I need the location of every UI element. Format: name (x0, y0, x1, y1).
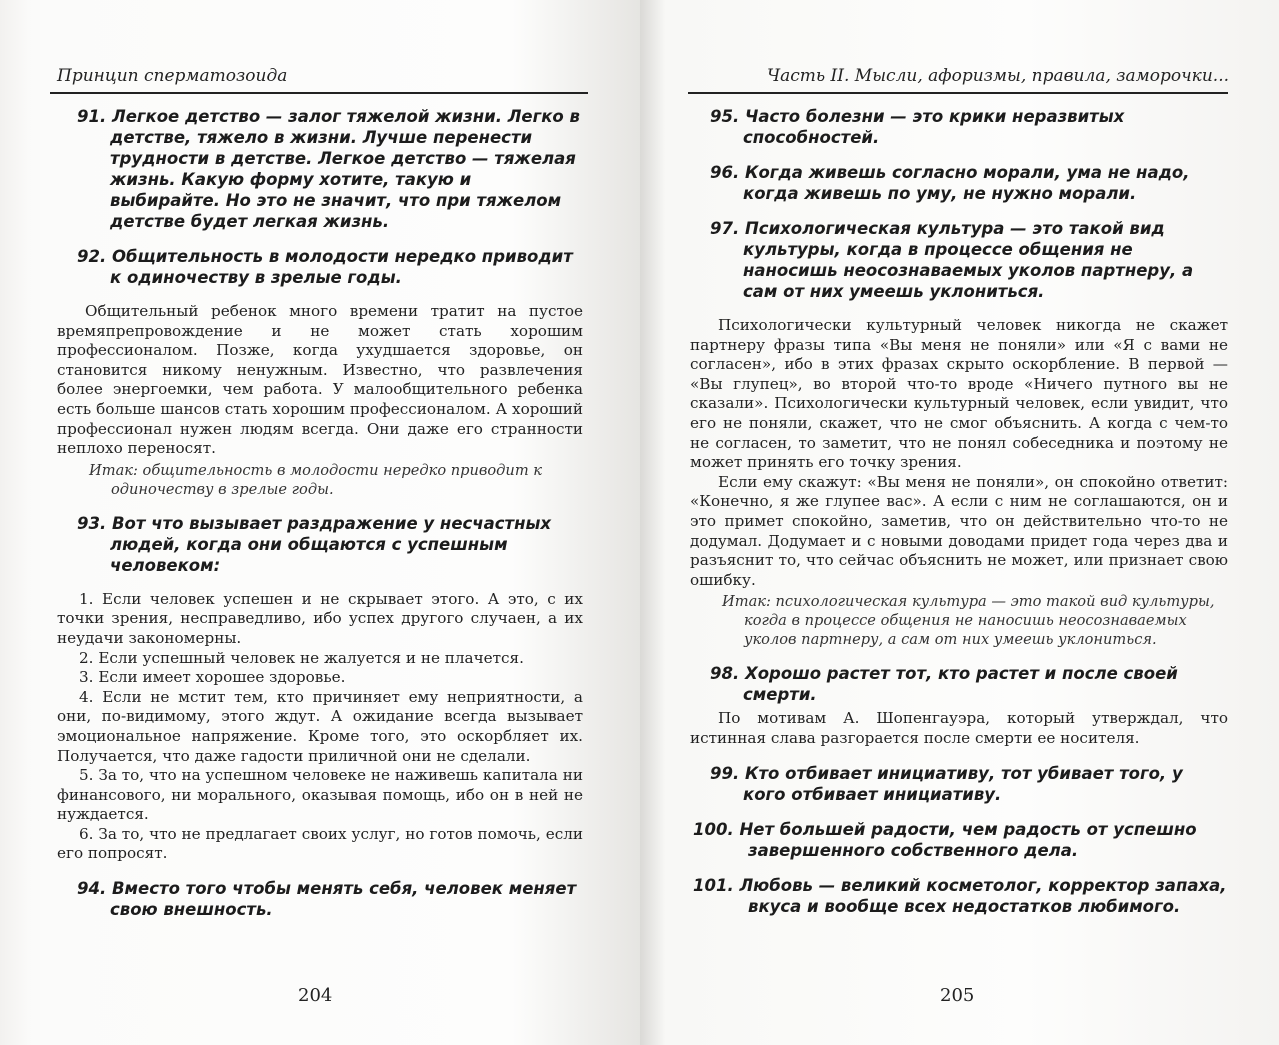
aphorism-text: Общительность в молодости нередко приводит к одиночеству в зрелые годы. (110, 247, 573, 287)
aphorism-number: 97. (710, 219, 740, 238)
commentary (690, 709, 1228, 748)
list-item: 1. Если человек успешен и не скрывает этого. А это, с их точки зрения, несправедливо, ибо успех другого случаен, а их неудачи закономерны. (57, 589, 583, 647)
numbered-list (57, 590, 583, 864)
aphorism-99 (690, 763, 1228, 805)
aphorism-94 (57, 878, 583, 920)
list-item: 5. За то, что на успешном человеке не наживешь капитала ни финансового, ни морального, оказывая помощь, ибо он в ней не нуждается. (57, 766, 583, 824)
aphorism-number: 92. (77, 247, 107, 266)
aphorism-101 (690, 875, 1228, 917)
running-header: Часть II. Мысли, афоризмы, правила, заморочки... (766, 66, 1229, 86)
aphorism-text: Психологическая культура — это такой вид культуры, когда в процессе общения не наносишь неосознаваемых уколов партнеру, а сам от них умеешь уклониться. (743, 219, 1194, 301)
aphorism-number: 93. (77, 513, 107, 533)
aphorism-98 (690, 663, 1228, 705)
aphorism-text: Вот что вызывает раздражение у несчастных людей, когда они общаются с успешным человеком: (110, 513, 552, 575)
page-number: 204 (298, 985, 333, 1006)
aphorism-text: Вместо того чтобы менять себя, человек меняет свою внешность. (110, 879, 577, 920)
list-item: 6. За то, что не предлагает своих услуг, но готов помочь, если его попросят. (57, 824, 583, 863)
aphorism-100 (690, 819, 1228, 861)
aphorism-text: Кто отбивает инициативу, тот убивает того, у кого отбивает инициативу. (743, 763, 1183, 804)
aphorism-number: 101. (693, 875, 734, 895)
page-number: 205 (940, 985, 975, 1006)
page-content (57, 106, 583, 934)
paragraph: Психологически культурный человек никогда не скажет партнеру фразы типа «Вы меня не поняли» или «Я с вами не согласен», ибо в этих фразах скрыто оскорбление. В первой — «Вы глупец», во второй что-то вроде «Ничего путного вы не сказали». Психологически культурный человек, если увидит, что его не поняли, скажет, что не смог объяснить. А когда с чем-то не согласен, то заметит, что не понял собеседника и поэтому не может принять его точку зрения. (690, 316, 1228, 472)
summary: Итак: общительность в молодости нередко приводит к одиночеству в зрелые годы. (89, 461, 543, 498)
commentary (57, 302, 583, 459)
aphorism-92 (57, 246, 583, 288)
page-content (690, 106, 1228, 931)
paragraph: Общительный ребенок много времени тратит на пустое времяпрепровождение и не может стать хорошим профессионалом. Позже, когда ухудшается здоровье, он становится никому ненужным. Известно, что развлечения более энергоемки, чем работа. У малообщительного ребенка есть больше шансов стать хорошим профессионалом. А хороший профессионал нужен людям всегда. Они даже его странности неплохо переносят. (57, 302, 583, 458)
aphorism-number: 94. (77, 879, 107, 899)
aphorism-number: 98. (710, 664, 740, 684)
list-item: 3. Если имеет хорошее здоровье. (79, 668, 346, 687)
aphorism-97 (690, 218, 1228, 302)
paragraph: Если ему скажут: «Вы меня не поняли», он спокойно ответит: «Конечно, я же глупее вас». А если с ним не соглашаются, он и это примет спокойно, заметив, что он действительно что-то не додумал. Додумает и с новыми доводами придет года через два и разъяснит то, что сейчас объяснить не может, или признает свою ошибку. (690, 472, 1228, 589)
right-page (640, 0, 1279, 1045)
aphorism-number: 99. (710, 763, 740, 783)
aphorism-text: Любовь — великий косметолог, корректор запаха, вкуса и вообще всех недостатков любимого. (739, 875, 1227, 916)
aphorism-number: 95. (710, 107, 740, 126)
aphorism-93 (57, 513, 583, 576)
aphorism-91 (57, 106, 583, 232)
aphorism-95 (690, 106, 1228, 148)
aphorism-text: Нет большей радости, чем радость от успешно завершенного собственного дела. (739, 819, 1197, 860)
aphorism-number: 96. (710, 163, 740, 182)
commentary (690, 316, 1228, 590)
header-rule (688, 92, 1228, 94)
aphorism-number: 100. (693, 819, 734, 839)
running-header: Принцип сперматозоида (57, 66, 288, 86)
aphorism-number: 91. (77, 107, 107, 126)
paragraph: По мотивам А. Шопенгауэра, который утверждал, что истинная слава разгорается после смерти ее носителя. (690, 709, 1228, 747)
header-rule (50, 92, 588, 94)
aphorism-96 (690, 162, 1228, 204)
aphorism-text: Хорошо растет тот, кто растет и после своей смерти. (743, 664, 1178, 705)
summary: Итак: психологическая культура — это такой вид культуры, когда в процессе общения не наносишь неосознаваемых уколов партнеру, а сам от них умеешь уклониться. (722, 593, 1215, 649)
aphorism-text: Часто болезни — это крики неразвитых способностей. (743, 107, 1125, 147)
list-item: 4. Если не мстит тем, кто причиняет ему неприятности, а они, по-видимому, этого ждут. А ожидание всегда вызывает эмоциональное напряжение. Кроме того, это оскорбляет их. Получается, что даже гадости приличной они не сделали. (57, 687, 583, 765)
aphorism-text: Легкое детство — залог тяжелой жизни. Легко в детстве, тяжело в жизни. Лучше перенести трудности в детстве. Легкое детство — тяжелая жизнь. Какую форму хотите, такую и выбирайте. Но это не значит, что при тяжелом детстве будет легкая жизнь. (110, 107, 580, 231)
list-item: 2. Если успешный человек не жалуется и не плачется. (79, 648, 524, 667)
aphorism-text: Когда живешь согласно морали, ума не надо, когда живешь по уму, не нужно морали. (743, 163, 1190, 203)
